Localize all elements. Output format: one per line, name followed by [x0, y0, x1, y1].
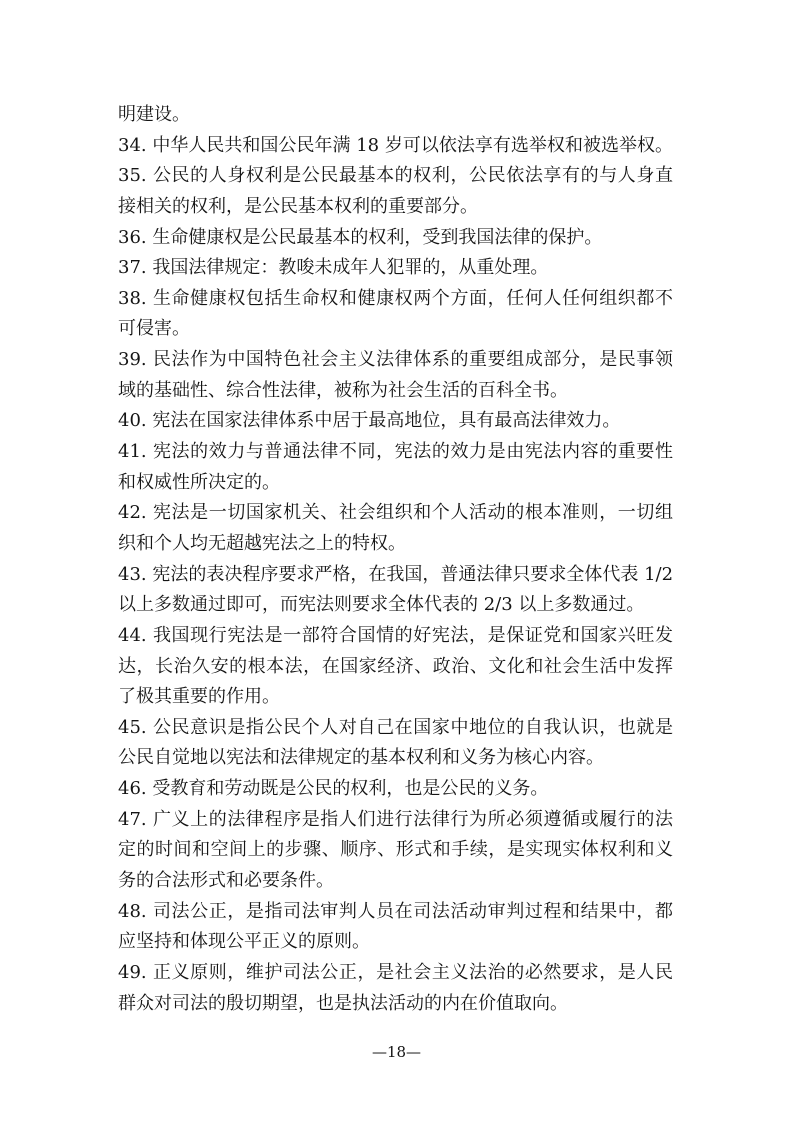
- list-item-49: [118, 958, 673, 1019]
- text-line: 41. 宪法的效力与普通法律不同，宪法的效力是由宪法内容的重要性: [118, 441, 673, 463]
- list-item-45: [118, 713, 673, 774]
- list-item-46: [118, 774, 673, 805]
- text-line: 34. 中华人民共和国公民年满 18 岁可以依法享有选举权和被选举权。: [118, 134, 673, 156]
- text-line: 48. 司法公正，是指司法审判人员在司法活动审判过程和结果中，都: [118, 900, 673, 922]
- list-item-43: [118, 560, 673, 621]
- text-line: 应坚持和体现公平正义的原则。: [118, 931, 370, 953]
- list-item-41: [118, 437, 673, 498]
- text-line: 接相关的权利，是公民基本权利的重要部分。: [118, 195, 478, 217]
- list-item-35: [118, 161, 673, 222]
- text-line: 40. 宪法在国家法律体系中居于最高地位，具有最高法律效力。: [118, 410, 621, 432]
- text-line: 定的时间和空间上的步骤、顺序、形式和手续，是实现实体权利和义: [118, 839, 673, 861]
- text-line: 和权威性所决定的。: [118, 471, 280, 493]
- text-line: 35. 公民的人身权利是公民最基本的权利，公民依法享有的与人身直: [118, 165, 673, 187]
- text-line: 44. 我国现行宪法是一部符合国情的好宪法，是保证党和国家兴旺发: [118, 624, 673, 646]
- text-line: 46. 受教育和劳动既是公民的权利，也是公民的义务。: [118, 778, 549, 800]
- page-number: —18—: [371, 1043, 422, 1061]
- list-item-34: [118, 131, 673, 162]
- continuation-paragraph: [118, 100, 673, 131]
- text-line: 域的基础性、综合性法律，被称为社会生活的百科全书。: [118, 379, 568, 401]
- list-item-44: [118, 621, 673, 713]
- text-line: 45. 公民意识是指公民个人对自己在国家中地位的自我认识，也就是: [118, 716, 673, 738]
- list-item-47: [118, 805, 673, 897]
- text-line: 43. 宪法的表决程序要求严格，在我国，普通法律只要求全体代表 1/2: [118, 563, 673, 585]
- list-item-42: [118, 498, 673, 559]
- list-item-48: [118, 897, 673, 958]
- text-line: 了极其重要的作用。: [118, 686, 280, 708]
- text-line: 47. 广义上的法律程序是指人们进行法律行为所必须遵循或履行的法: [118, 808, 673, 830]
- list-item-39: [118, 345, 673, 406]
- text-line: 37. 我国法律规定：教唆未成年人犯罪的，从重处理。: [118, 257, 549, 279]
- list-item-36: [118, 223, 673, 254]
- list-item-38: [118, 284, 673, 345]
- text-line: 42. 宪法是一切国家机关、社会组织和个人活动的根本准则，一切组: [118, 502, 673, 524]
- text-line: 可侵害。: [118, 318, 190, 340]
- text-line: 以上多数通过即可，而宪法则要求全体代表的 2/3 以上多数通过。: [118, 594, 645, 616]
- list-item-37: [118, 253, 673, 284]
- text-line: 38. 生命健康权包括生命权和健康权两个方面，任何人任何组织都不: [118, 287, 673, 309]
- text-line: 达，长治久安的根本法，在国家经济、政治、文化和社会生活中发挥: [118, 655, 673, 677]
- text-line: 39. 民法作为中国特色社会主义法律体系的重要组成部分，是民事领: [118, 349, 673, 371]
- document-body: [118, 100, 673, 1019]
- text-line: 织和个人均无超越宪法之上的特权。: [118, 532, 406, 554]
- text-line: 群众对司法的殷切期望，也是执法活动的内在价值取向。: [118, 992, 568, 1014]
- text-line: 务的合法形式和必要条件。: [118, 870, 334, 892]
- text-line: 明建设。: [118, 104, 190, 125]
- list-item-40: [118, 406, 673, 437]
- text-line: 公民自觉地以宪法和法律规定的基本权利和义务为核心内容。: [118, 747, 604, 769]
- text-line: 49. 正义原则，维护司法公正，是社会主义法治的必然要求，是人民: [118, 961, 673, 983]
- text-line: 36. 生命健康权是公民最基本的权利，受到我国法律的保护。: [118, 226, 603, 248]
